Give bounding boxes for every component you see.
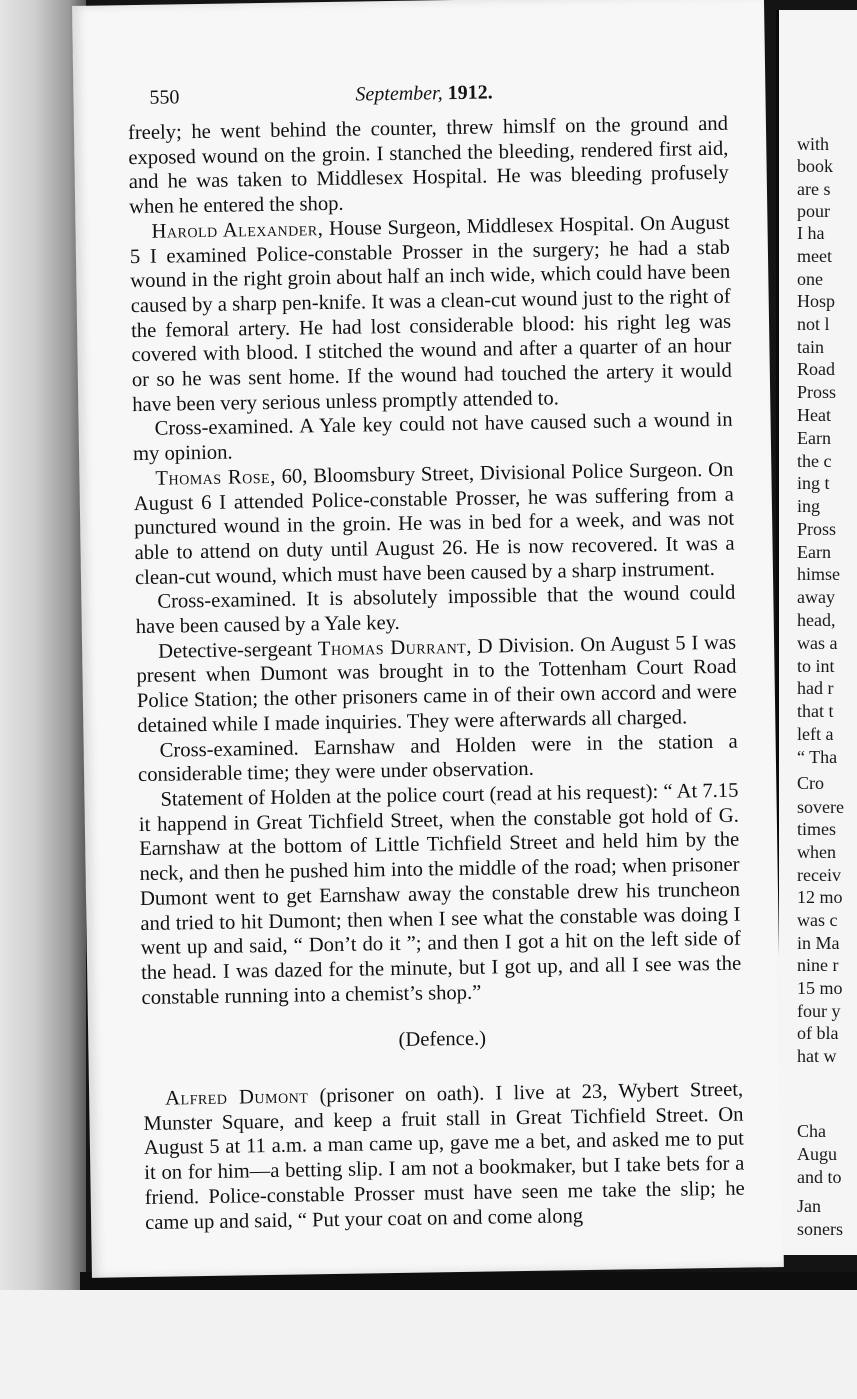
facing-page-fragment: Pross [797,519,837,539]
facing-page-fragment: not l [797,314,830,334]
facing-page-fragment: ing t [797,473,830,493]
facing-page-fragment: to int [797,656,835,676]
facing-page-fragment: and to [797,1167,842,1187]
facing-page-fragment: Heat [797,405,831,425]
facing-page-fragment: nine r [797,955,839,975]
paragraph-text: Statement of Holden at the police court (read at his request): “ At 7.15 it happend in Great Tichfield Street, when the constable got hold of G. Earnshaw at the bottom of Little Tichfield Street and held him by the neck, and then he pushed him into the middle of the road; when prisoner Dumont went to get Earnshaw away the constable drew his truncheon and tried to hit Dumont; then when I see what the constable was doing I went up and said, “ Don’t do it ”; and then I got a hit on the left side of the head. I was dazed for the minute, but I got up, and all I see was the constable running into a chemist’s shop.” [138,779,742,1009]
facing-page-fragment: 15 mo [797,978,843,998]
facing-page-fragment: Earn [797,542,831,562]
body-text [128,112,745,1236]
facing-page-fragment: Hosp [797,291,836,311]
book-gutter-left [0,0,86,1399]
facing-page-fragment: one [797,269,823,289]
facing-page-fragment: in Ma [797,933,840,953]
paragraph-text: 60, Bloomsbury Street, Divisional Police Surgeon. On August 6 I attended Police-constable Prosser, he was suffering from a punctured wound in the groin. He was in bed for a week, and was not able to attend on duty until August 26. He is now recovered. It was a clean-cut wound, which must have been caused by a sharp instrument. [133,458,735,589]
facing-page-fragment: pour [797,201,830,221]
facing-page-fragment: receiv [797,865,841,885]
paragraph-text: Cross-examined. A Yale key could not have caused such a wound in my opinion. [132,409,733,466]
facing-page-fragment: Pross [797,382,837,402]
facing-page-fragment: “ Tha [797,747,838,767]
paragraph-prefix: Detective-sergeant [157,637,319,663]
facing-page-fragment: book [797,156,833,176]
paragraph-text: freely; he went behind the counter, threw himslf on the ground and exposed wound on the groin. I stanched the bleeding, rendered first aid, and he was taken to Middlesex Hospital. He was bleeding profusely when he entered the shop. [127,112,729,219]
page-number: 550 [149,86,180,109]
facing-page-fragment: Cha [797,1121,826,1141]
paragraph-2 [129,211,732,418]
paragraph-text: House Surgeon, Middlesex Hospital. On August 5 I examined Police-constable Prosser in the surgery; he had a stab wound in the right groin about half an inch wide, which could have been caused by a sharp pen-knife. It was a clean-cut wound just to the right of the femoral artery. He had lost considerable blood: his right leg was covered with blood. I stitched the wound and after a quarter of an hour or so he was sent home. If the wound had touched the artery it would have been very serious unless promptly attended to. [129,211,732,416]
paragraph-text: Cross-examined. Earnshaw and Holden were in the station a considerable time; they were under observation. [137,730,738,787]
paragraph-text: (prisoner on oath). I live at 23, Wybert Street, Munster Square, and keep a fruit stall in Great Tichfield Street. On August 5 at 11 a.m. a man came up, gave me a bet, and asked me to put it on for him—a betting slip. I am not a bookmaker, but I take bets for a friend. Police-constable Prosser must have seen me take the slip; he came up and said, “ Put your coat on and come along [143,1078,745,1234]
paragraph-1 [128,112,729,220]
section-heading: (Defence.) [398,1027,487,1052]
witness-name: Alfred Dumont [165,1085,309,1110]
book-page [72,0,784,1278]
witness-name: Harold Alexander, [151,217,324,243]
facing-page-fragment: I ha [797,223,825,243]
paragraph-4 [133,458,735,591]
scanner-background [0,1290,857,1399]
paragraph-6 [136,630,737,738]
facing-page-fragment: are s [797,179,831,199]
facing-page-fragment: Jan [797,1196,821,1216]
witness-name: Thomas Rose, [155,465,276,490]
facing-page-fragment: himse [797,564,840,584]
facing-page-fragment: hat w [797,1046,837,1066]
facing-page-fragment: head, [797,610,836,630]
facing-page-fragment: left a [797,724,834,744]
facing-page-fragment: times [797,819,836,839]
facing-page-fragment: Augu [797,1144,837,1164]
facing-page-fragment: when [797,842,836,862]
running-head-year: 1912. [447,81,493,105]
page-header [149,77,749,116]
running-head-month: September, [355,82,443,106]
defence-paragraph [143,1078,745,1236]
running-head [355,81,493,106]
facing-page [776,10,857,1255]
paragraph-text: Cross-examined. It is absolutely impossible that the wound could have been caused by a Yale key. [135,582,736,639]
facing-page-fragment: sovere [797,797,844,817]
facing-page-fragment: four y [797,1001,841,1021]
witness-name: Thomas Durrant, [317,635,473,660]
facing-page-fragment: soners [797,1219,843,1239]
facing-page-fragment: the c [797,451,832,471]
facing-page-fragment: that t [797,701,834,721]
facing-page-fragment: with [797,134,830,154]
facing-page-fragment: tain [797,337,824,357]
facing-page-fragment: Cro [797,773,824,793]
facing-page-fragment: of bla [797,1023,839,1043]
facing-page-fragment: had r [797,678,834,698]
paragraph-text: D Division. On August 5 I was present when Dumont was brought in to the Tottenham Court Road Police Station; the other prisoners came in of their own accord and were detained while I made inquiries. They were afterwards all charged. [136,631,738,737]
facing-page-fragment: ing [797,496,821,516]
facing-page-fragment: was c [797,910,838,930]
facing-page-fragment: away [797,587,835,607]
facing-page-fragment: meet [797,246,832,266]
facing-page-fragment: 12 mo [797,887,843,907]
paragraph-8 [138,779,741,1011]
facing-page-fragment: Earn [797,428,831,448]
facing-page-fragment: was a [797,633,838,653]
facing-page-fragment: Road [797,359,835,379]
